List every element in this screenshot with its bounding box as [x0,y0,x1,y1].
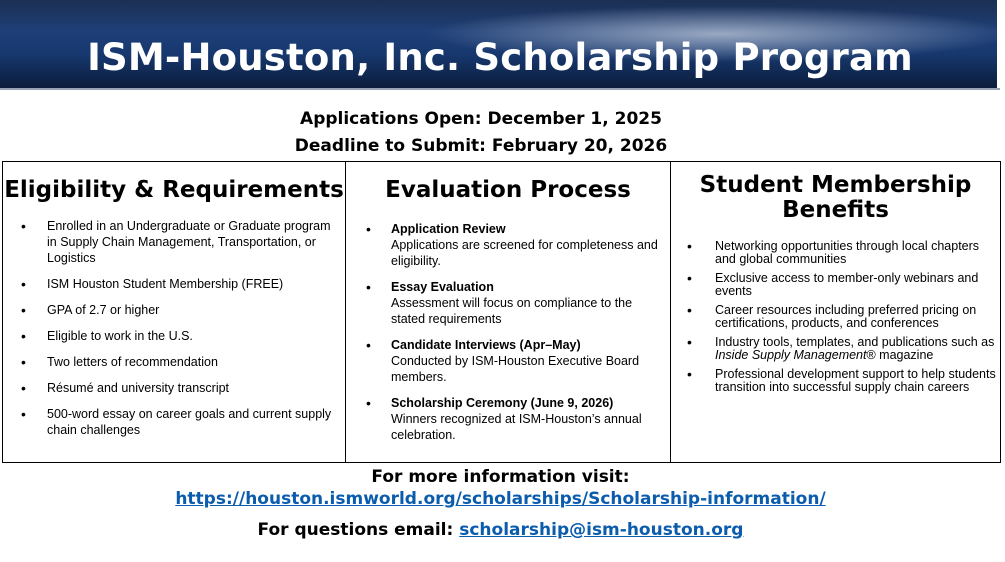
bullet-icon: • [21,406,26,422]
email-label: For questions email: [257,520,460,540]
bullet-icon: • [21,380,26,396]
banner-divider [0,88,1000,90]
evaluation-step-title: Application Review [391,222,506,236]
membership-item-text: Networking opportunities through local chapters and global communities [715,239,980,266]
bullet-icon: • [687,334,692,350]
bullet-icon: • [21,218,26,234]
industry-item-prefix: Industry tools, templates, and publications such as [715,335,995,349]
dates-block [0,106,962,160]
membership-item-text: Career resources including preferred pricing on certifications, products, and conferences [715,303,977,330]
membership-list [671,223,1000,393]
list-item [3,354,345,370]
eligibility-item-text: Enrolled in an Undergraduate or Graduate program in Supply Chain Management, Transportation, or Logistics [47,219,331,265]
eligibility-item-text: GPA of 2.7 or higher [47,303,160,317]
more-info-block [0,466,1001,510]
eligibility-panel [3,162,345,462]
bullet-icon: • [366,279,371,295]
list-item [3,218,345,266]
bullet-icon: • [366,221,371,237]
bullet-icon: • [21,328,26,344]
membership-item-text: Exclusive access to member-only webinars and events [715,271,979,298]
list-item [346,279,670,327]
evaluation-step-title: Candidate Interviews (Apr–May) [391,338,581,352]
submission-deadline: Deadline to Submit: February 20, 2026 [294,136,668,156]
evaluation-step-title: Essay Evaluation [391,280,494,294]
page-title: ISM-Houston, Inc. Scholarship Program [87,36,913,79]
eligibility-heading: Eligibility & Requirements [4,177,344,203]
bullet-icon: • [687,302,692,318]
membership-panel [670,162,1000,462]
bullet-icon: • [21,354,26,370]
scholarship-info-link[interactable]: https://houston.ismworld.org/scholarships/Scholarship-information/ [175,489,826,509]
list-item [3,328,345,344]
info-panels [2,161,1001,463]
bullet-icon: • [21,276,26,292]
eligibility-item-text: ISM Houston Student Membership (FREE) [47,277,284,291]
contact-email-block [0,519,1001,541]
bullet-icon: • [21,302,26,318]
membership-heading: Student Membership Benefits [699,172,972,223]
magazine-title: Inside Supply Management [715,347,867,362]
evaluation-step-title: Scholarship Ceremony (June 9, 2026) [391,396,614,410]
eligibility-item-text: Résumé and university transcript [47,381,230,395]
list-item [346,337,670,385]
eligibility-item-text: 500-word essay on career goals and current supply chain challenges [47,407,332,437]
bullet-icon: • [366,337,371,353]
evaluation-step-text: Assessment will focus on compliance to the stated requirements [391,296,633,326]
list-item [671,368,1000,393]
bullet-icon: • [687,366,692,382]
eligibility-item-text: Eligible to work in the U.S. [47,329,193,343]
applications-open-date: Applications Open: December 1, 2025 [300,109,662,129]
evaluation-step-text: Winners recognized at ISM-Houston’s annual celebration. [391,412,642,442]
list-item [671,304,1000,329]
membership-item-text: Professional development support to help students transition into successful supply chain careers [715,367,996,394]
industry-item-suffix: ® magazine [866,347,934,362]
list-item [671,336,1000,361]
evaluation-list [346,203,670,443]
evaluation-heading: Evaluation Process [385,177,631,203]
list-item [346,395,670,443]
bullet-icon: • [687,238,692,254]
list-item [671,240,1000,265]
header-banner [0,0,1000,89]
list-item [3,276,345,292]
list-item [3,380,345,396]
more-info-label: For more information visit: [371,467,630,487]
scholarship-email-link[interactable]: scholarship@ism-houston.org [459,520,744,540]
evaluation-step-text: Conducted by ISM-Houston Executive Board members. [391,354,640,384]
eligibility-item-text: Two letters of recommendation [47,355,218,369]
list-item [3,406,345,438]
list-item [671,272,1000,297]
list-item [3,302,345,318]
eligibility-list [3,203,345,438]
evaluation-step-text: Applications are screened for completeness and eligibility. [391,238,658,268]
bullet-icon: • [366,395,371,411]
bullet-icon: • [687,270,692,286]
evaluation-panel [345,162,670,462]
list-item [346,221,670,269]
